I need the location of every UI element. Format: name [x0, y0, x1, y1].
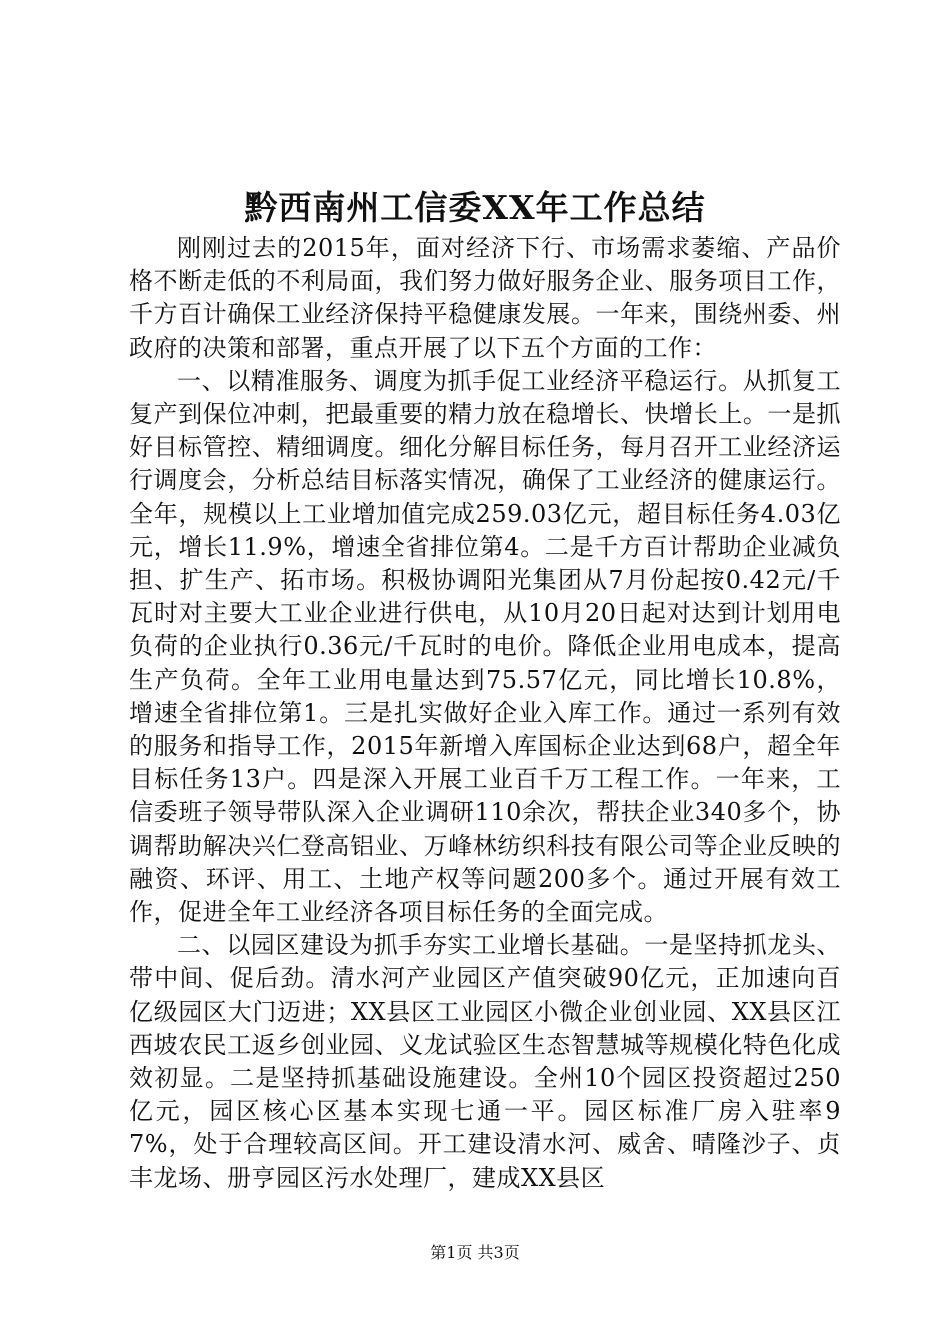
document-title: 黔西南州工信委XX年工作总结: [244, 188, 706, 227]
document-body: [129, 232, 841, 1195]
page-number-footer: 第1页 共3页: [430, 1243, 520, 1262]
intro-paragraph: 刚刚过去的2015年，面对经济下行、市场需求萎缩、产品价格不断走低的不利局面，我们努力做好服务企业、服务项目工作，千方百计确保工业经济保持平稳健康发展。一年来，围绕州委、州政府的决策和部署，重点开展了以下五个方面的工作：: [129, 234, 841, 362]
section-one-paragraph: 一、以精准服务、调度为抓手促工业经济平稳运行。从抓复工复产到保位冲刺，把最重要的精力放在稳增长、快增长上。一是抓好目标管控、精细调度。细化分解目标任务，每月召开工业经济运行调度会，分析总结目标落实情况，确保了工业经济的健康运行。全年，规模以上工业增加值完成259.03亿元，超目标任务4.03亿元，增长11.9%，增速全省排位第4。二是千方百计帮助企业减负担、扩生产、拓市场。积极协调阳光集团从7月份起按0.42元/千瓦时对主要大工业企业进行供电，从10月20日起对达到计划用电负荷的企业执行0.36元/千瓦时的电价。降低企业用电成本，提高生产负荷。全年工业用电量达到75.57亿元，同比增长10.8%，增速全省排位第1。三是扎实做好企业入库工作。通过一系列有效的服务和指导工作，2015年新增入库国标企业达到68户，超全年目标任务13户。四是深入开展工业百千万工程工作。一年来，工信委班子领导带队深入企业调研110余次，帮扶企业340多个，协调帮助解决兴仁登高铝业、万峰林纺织科技有限公司等企业反映的融资、环评、用工、土地产权等问题200多个。通过开展有效工作，促进全年工业经济各项目标任务的全面完成。: [129, 366, 841, 927]
section-two-paragraph: 二、以园区建设为抓手夯实工业增长基础。一是坚持抓龙头、带中间、促后劲。清水河产业园区产值突破90亿元，正加速向百亿级园区大门迈进；XX县区工业园区小微企业创业园、XX县区江西坡农民工返乡创业园、义龙试验区生态智慧城等规模化特色化成效初显。二是坚持抓基础设施建设。全州10个园区投资超过250亿元，园区核心区基本实现七通一平。园区标准厂房入驻率97%，处于合理较高区间。开工建设清水河、威舍、晴隆沙子、贞丰龙场、册亨园区污水处理厂，建成XX县区: [129, 931, 841, 1192]
